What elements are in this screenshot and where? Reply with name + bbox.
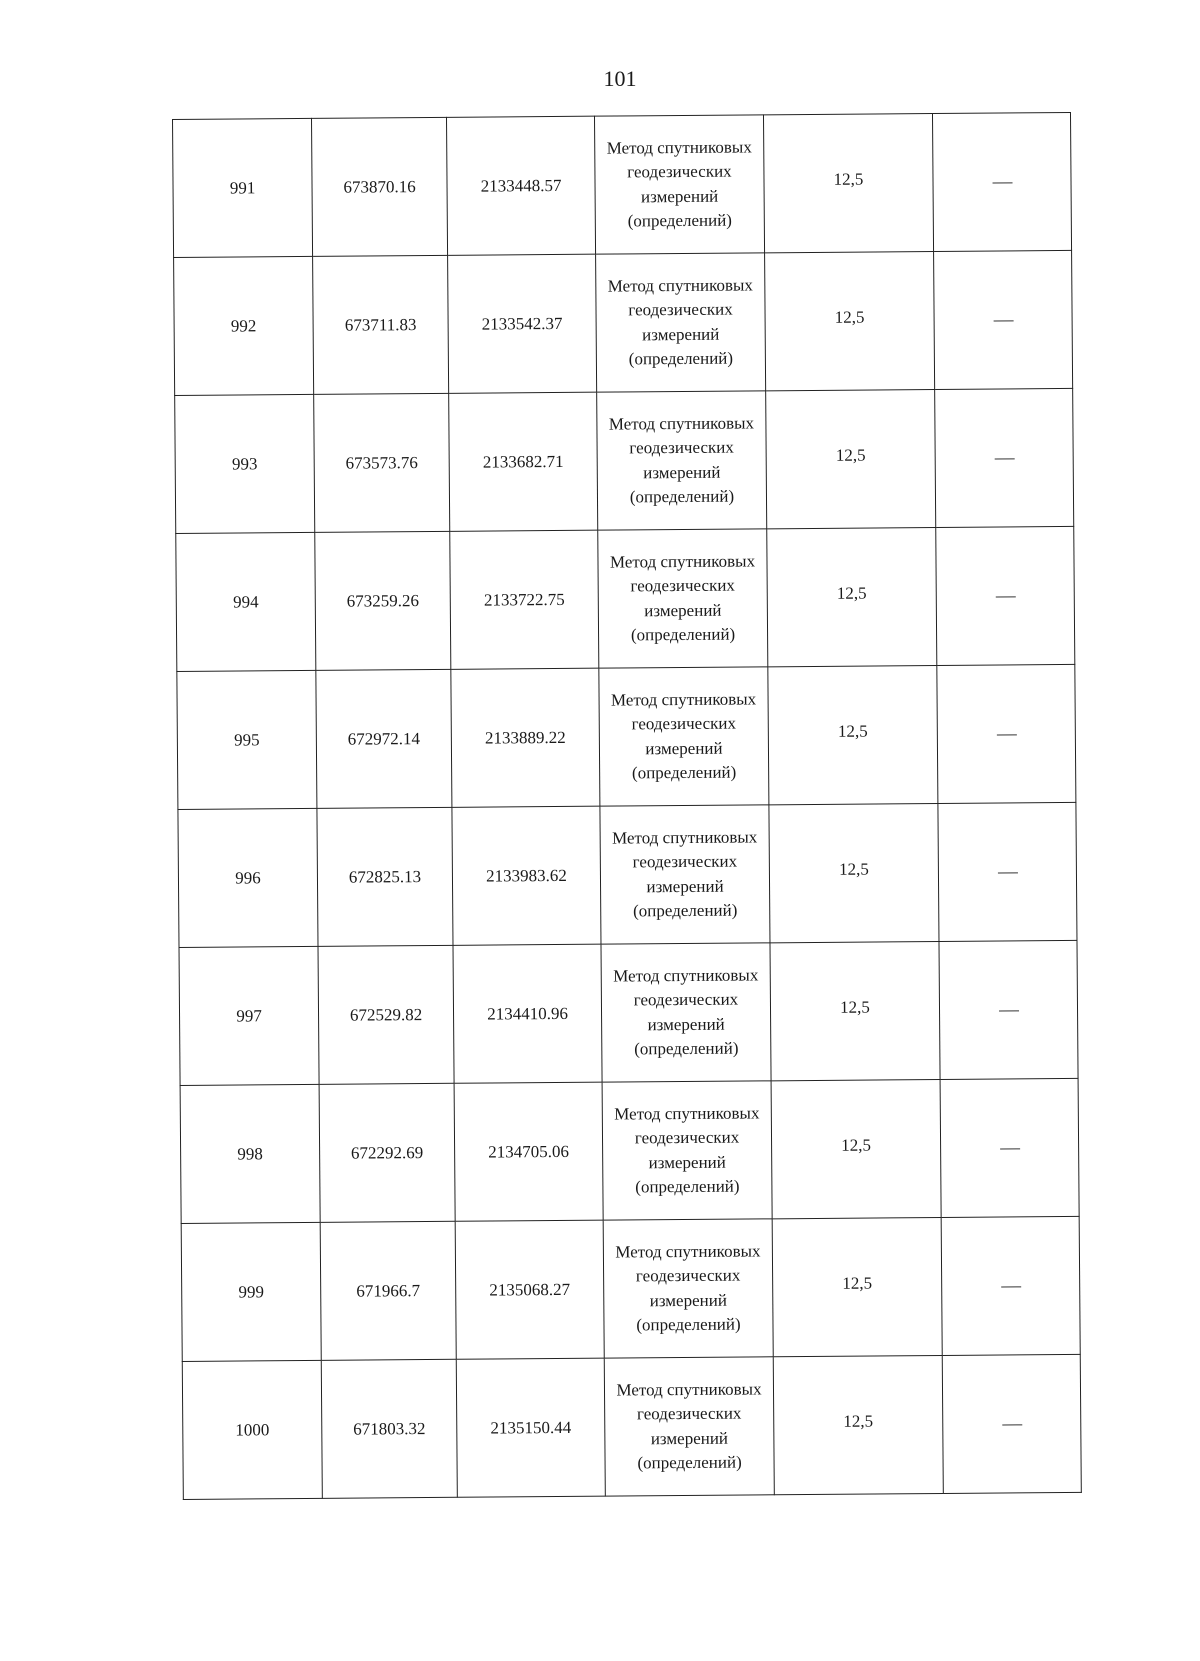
y-coordinate-cell: 2133542.37 (448, 254, 597, 393)
description-cell (937, 664, 1076, 803)
table-row (178, 802, 1077, 947)
dash-mark (1002, 1424, 1022, 1425)
y-coordinate-cell: 2134410.96 (453, 944, 602, 1083)
y-coordinate-cell: 2133983.62 (452, 806, 601, 945)
table-row (175, 388, 1074, 533)
y-coordinate-cell: 2133889.22 (451, 668, 600, 807)
y-coordinate-cell: 2135068.27 (455, 1220, 604, 1359)
method-text: Метод спутниковых геодезических измерений (определений) (611, 826, 758, 921)
method-cell (600, 805, 770, 944)
y-coordinate-cell: 2134705.06 (454, 1082, 603, 1221)
point-number-cell: 994 (176, 532, 316, 671)
method-cell (594, 115, 764, 254)
x-coordinate-cell: 672972.14 (316, 669, 452, 808)
point-number-cell: 1000 (182, 1360, 322, 1499)
error-cell (771, 1079, 941, 1218)
table-row (182, 1354, 1081, 1499)
error-value: 12,5 (833, 169, 864, 189)
method-text: Метод спутниковых геодезических измерений (определений) (608, 412, 755, 507)
point-number-cell: 996 (178, 808, 318, 947)
method-cell (599, 667, 769, 806)
error-value: 12,5 (841, 1135, 872, 1155)
description-cell (932, 112, 1071, 251)
x-coordinate-cell: 673259.26 (315, 531, 451, 670)
dash-mark (994, 458, 1014, 459)
point-number-cell: 991 (173, 118, 313, 257)
description-cell (942, 1354, 1081, 1493)
method-cell (598, 529, 768, 668)
dash-mark (1000, 1148, 1020, 1149)
error-cell (772, 1217, 942, 1356)
point-number-cell: 997 (179, 946, 319, 1085)
x-coordinate-cell: 673711.83 (313, 255, 449, 394)
table-row (174, 250, 1073, 395)
dash-mark (997, 872, 1017, 873)
description-cell (941, 1216, 1080, 1355)
error-cell (767, 528, 937, 667)
error-value: 12,5 (842, 1273, 873, 1293)
error-cell (768, 666, 938, 805)
error-cell (773, 1355, 943, 1494)
y-coordinate-cell: 2133682.71 (449, 392, 598, 531)
x-coordinate-cell: 673870.16 (311, 117, 447, 256)
x-coordinate-cell: 673573.76 (314, 393, 450, 532)
error-value: 12,5 (840, 997, 870, 1017)
error-value: 12,5 (835, 445, 866, 465)
description-cell (936, 526, 1075, 665)
method-text: Метод спутниковых геодезических измерений (определений) (615, 1240, 761, 1335)
method-text: Метод спутниковых геодезических измерений (определений) (610, 688, 757, 783)
point-number-cell: 998 (180, 1084, 320, 1223)
x-coordinate-cell: 671803.32 (321, 1359, 457, 1498)
error-value: 12,5 (834, 307, 865, 327)
method-cell (602, 1081, 772, 1220)
y-coordinate-cell: 2135150.44 (456, 1358, 605, 1497)
error-value: 12,5 (836, 583, 867, 603)
method-text: Метод спутниковых геодезических измерений (определений) (614, 1102, 760, 1197)
point-number-cell: 995 (177, 670, 317, 809)
description-cell (940, 1078, 1079, 1217)
method-cell (601, 943, 771, 1082)
point-number-cell: 992 (174, 256, 314, 395)
description-cell (935, 388, 1074, 527)
error-value: 12,5 (838, 859, 869, 879)
table-row (181, 1216, 1080, 1361)
dash-mark (992, 182, 1012, 183)
coordinates-table (172, 112, 1082, 1500)
error-value: 12,5 (837, 721, 868, 741)
error-value: 12,5 (843, 1411, 874, 1431)
method-text: Метод спутниковых геодезических измерений (определений) (613, 964, 759, 1059)
x-coordinate-cell: 672292.69 (319, 1083, 455, 1222)
x-coordinate-cell: 671966.7 (320, 1221, 456, 1360)
method-cell (604, 1357, 774, 1496)
description-cell (939, 940, 1078, 1079)
method-cell (597, 391, 767, 530)
point-number-cell: 993 (175, 394, 315, 533)
table-row (177, 664, 1076, 809)
dash-mark (993, 320, 1013, 321)
method-text: Метод спутниковых геодезических измерений (определений) (606, 136, 752, 231)
dash-mark (1001, 1286, 1021, 1287)
table-row (176, 526, 1075, 671)
method-cell (596, 253, 766, 392)
table-row (179, 940, 1078, 1085)
method-text: Метод спутниковых геодезических измерений (определений) (616, 1378, 762, 1473)
error-cell (770, 942, 940, 1081)
page-number: 101 (603, 66, 637, 91)
y-coordinate-cell: 2133448.57 (446, 116, 595, 255)
error-cell (766, 390, 936, 529)
table-row (180, 1078, 1079, 1223)
x-coordinate-cell: 672529.82 (318, 945, 454, 1084)
dash-mark (996, 734, 1016, 735)
point-number-cell: 999 (181, 1222, 321, 1361)
error-cell (763, 114, 933, 253)
description-cell (934, 250, 1073, 389)
table-row (173, 112, 1072, 257)
error-cell (765, 252, 935, 391)
method-text: Метод спутниковых геодезических измерений (определений) (607, 274, 753, 369)
y-coordinate-cell: 2133722.75 (450, 530, 599, 669)
method-cell (603, 1219, 773, 1358)
dash-mark (999, 1010, 1019, 1011)
description-cell (938, 802, 1077, 941)
method-text: Метод спутниковых геодезических измерений (определений) (609, 550, 756, 645)
dash-mark (995, 596, 1015, 597)
x-coordinate-cell: 672825.13 (317, 807, 453, 946)
error-cell (769, 804, 939, 943)
